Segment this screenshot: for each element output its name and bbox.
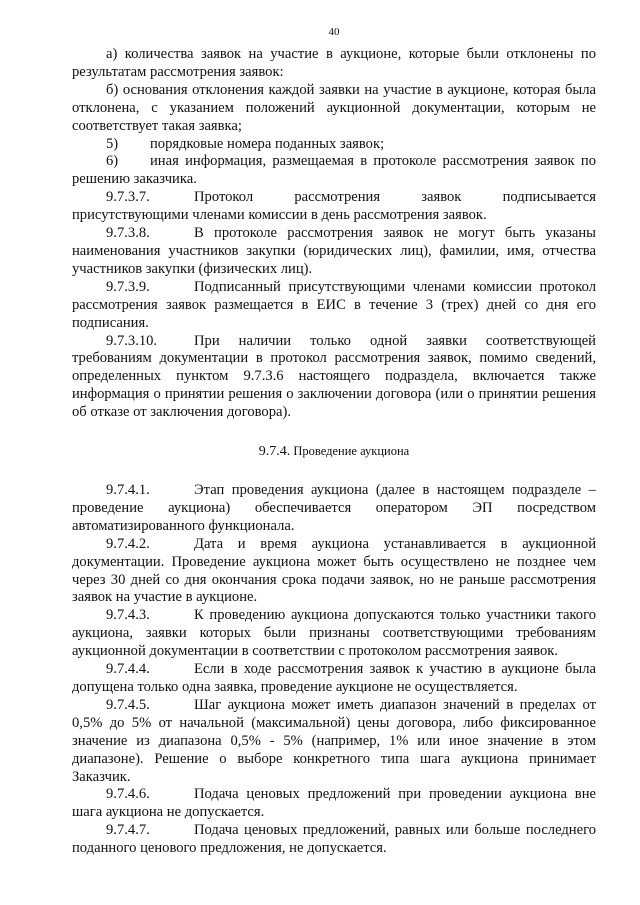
paragraph — [72, 822, 596, 858]
paragraph — [72, 333, 596, 423]
paragraph-number: 9.7.3.7. — [106, 189, 150, 206]
paragraph-number: 5) — [106, 135, 119, 152]
paragraph-text: Шаг аукциона может иметь диапазон значений в пределах от 0,5% до 5% от начальной (максимальной) цены договора, либо фиксированное значение из диапазона 0,5% - 5% (например, 1% или иное значение в этом диапазоне). Решение о выборе конкретного типа шага аукциона принимает Заказчик. — [72, 696, 596, 785]
paragraphs-after — [72, 482, 596, 858]
paragraph-text: порядковые номера поданных заявок; — [150, 135, 385, 152]
paragraph — [72, 82, 596, 136]
paragraph-number: 9.7.4.2. — [106, 535, 150, 552]
paragraph-text: Протокол рассмотрения заявок подписывается присутствующими членами комиссии в день рассмотрения заявок. — [72, 189, 596, 224]
paragraph — [72, 46, 596, 82]
paragraph — [72, 189, 596, 225]
paragraph-text: Подача ценовых предложений, равных или больше последнего поданного ценового предложения, не допускается. — [72, 822, 596, 857]
paragraph-number: 9.7.3.8. — [106, 225, 150, 242]
paragraph — [72, 697, 596, 787]
paragraph-text: К проведению аукциона допускаются только участники такого аукциона, заявки которых были признаны соответствующими требованиям аукционной документации в соответствии с протоколом рассмотрения заявок. — [72, 607, 596, 660]
paragraph — [72, 136, 596, 154]
paragraphs-before — [72, 46, 596, 422]
paragraph — [72, 279, 596, 333]
paragraph-text: Подписанный присутствующими членами комиссии протокол рассмотрения заявок размещается в ЕИС в течение 3 (трех) дней со дня его подписания. — [72, 278, 596, 331]
paragraph-text: При наличии только одной заявки соответствующей требованиям документации в протокол рассмотрения заявок, помимо сведений, определенных пунктом 9.7.3.6 настоящего подраздела, включается также информация о принятии решения о заключении договора (или о принятии решения об отказе от заключения договора). — [72, 332, 596, 421]
paragraph-text: Подача ценовых предложений при проведении аукциона вне шага аукциона не допускается. — [72, 786, 596, 821]
paragraph — [72, 661, 596, 697]
paragraph-number: 9.7.4.3. — [106, 607, 150, 624]
paragraph-text: Этап проведения аукциона (далее в настоящем подразделе – проведение аукциона) обеспечивается оператором ЭП посредством автоматизированного функционала. — [72, 482, 596, 534]
paragraph — [72, 225, 596, 279]
paragraph-text: Если в ходе рассмотрения заявок к участию в аукционе была допущена только одна заявка, проведение аукционе не осуществляется. — [72, 661, 596, 695]
paragraph — [72, 536, 596, 608]
paragraph-text: В протоколе рассмотрения заявок не могут быть указаны наименования участников закупки (юридических лиц), фамилии, имя, отчества участников закупки (физических лиц). — [72, 225, 596, 277]
section-number: 9.7.4. — [258, 444, 291, 460]
paragraph-text: а) количества заявок на участие в аукционе, которые были отклонены по результатам рассмотрения заявок: — [72, 46, 596, 80]
paragraph-number: 9.7.3.10. — [106, 332, 158, 349]
section-title: Проведение аукциона — [293, 444, 410, 459]
paragraph — [72, 153, 596, 189]
paragraph — [72, 607, 596, 661]
paragraph-number: 9.7.4.5. — [106, 696, 150, 713]
section-heading — [72, 444, 596, 460]
paragraph-text: иная информация, размещаемая в протоколе рассмотрения заявок по решению заказчика. — [72, 153, 596, 188]
paragraph — [72, 482, 596, 536]
paragraph-number: 9.7.4.7. — [106, 822, 150, 839]
paragraph-number: 9.7.4.4. — [106, 661, 150, 678]
paragraph-text: б) основания отклонения каждой заявки на участие в аукционе, которая была отклонена, с указанием положений аукционной документации, которым не соответствует такая заявка; — [72, 81, 596, 134]
paragraph-number: 9.7.3.9. — [106, 278, 150, 295]
paragraph-number: 9.7.4.1. — [106, 482, 150, 499]
paragraph — [72, 786, 596, 822]
paragraph-text: Дата и время аукциона устанавливается в аукционной документации. Проведение аукциона может быть осуществлено не позднее чем через 30 дней со дня окончания срока подачи заявок, но не раньше рассмотрения заявок на участие в аукционе. — [72, 535, 596, 606]
paragraph-number: 9.7.4.6. — [106, 786, 150, 803]
page-number: 40 — [328, 26, 340, 38]
paragraph-number: 6) — [106, 153, 119, 170]
